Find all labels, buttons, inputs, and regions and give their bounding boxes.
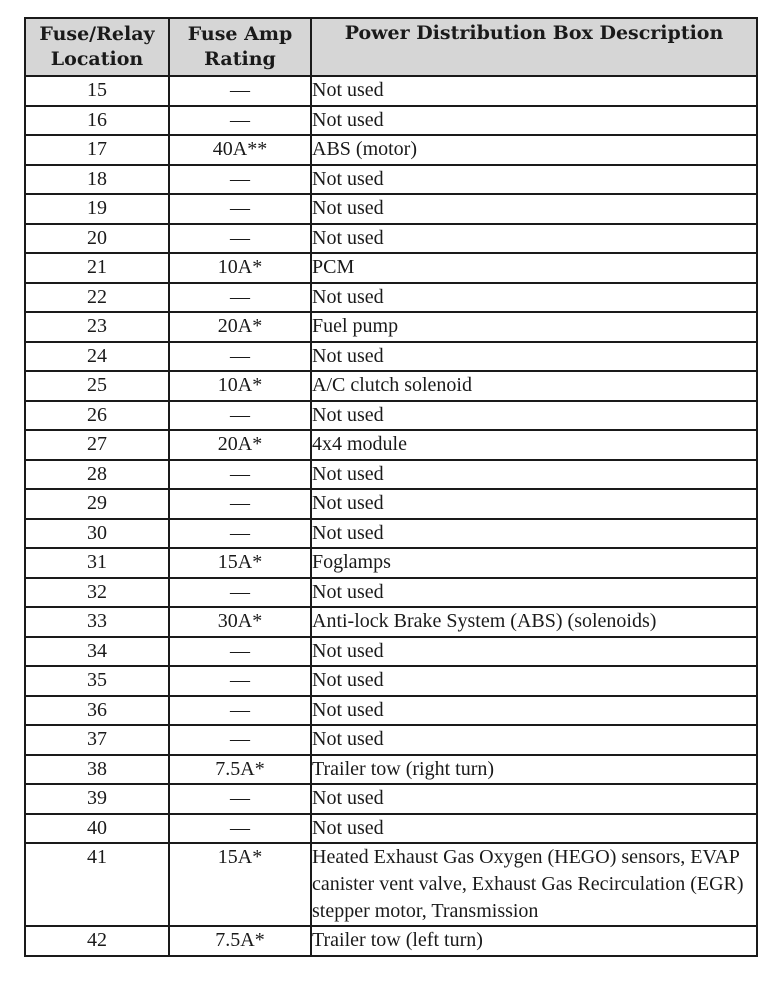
table-row xyxy=(25,725,757,755)
description-cell: 4x4 module xyxy=(311,430,757,460)
table-row xyxy=(25,165,757,195)
table-row xyxy=(25,489,757,519)
header-row xyxy=(25,18,757,76)
description-cell: Not used xyxy=(311,106,757,136)
description-cell: PCM xyxy=(311,253,757,283)
table-row xyxy=(25,607,757,637)
amp-rating-cell: — xyxy=(169,519,311,549)
fuse-location-cell: 27 xyxy=(25,430,169,460)
table-row xyxy=(25,578,757,608)
amp-rating-cell: — xyxy=(169,165,311,195)
amp-rating-cell: 20A* xyxy=(169,430,311,460)
amp-rating-cell: 15A* xyxy=(169,548,311,578)
description-cell: Fuel pump xyxy=(311,312,757,342)
amp-rating-cell: 40A** xyxy=(169,135,311,165)
amp-rating-cell: 20A* xyxy=(169,312,311,342)
description-cell: Not used xyxy=(311,194,757,224)
fuse-location-cell: 16 xyxy=(25,106,169,136)
description-cell: Not used xyxy=(311,725,757,755)
fuse-location-cell: 35 xyxy=(25,666,169,696)
table-row xyxy=(25,548,757,578)
table-row xyxy=(25,430,757,460)
amp-rating-cell: — xyxy=(169,283,311,313)
amp-rating-cell: — xyxy=(169,194,311,224)
table-row xyxy=(25,755,757,785)
amp-rating-cell: 10A* xyxy=(169,371,311,401)
description-cell: A/C clutch solenoid xyxy=(311,371,757,401)
description-cell: Not used xyxy=(311,814,757,844)
table-row xyxy=(25,637,757,667)
table-row xyxy=(25,76,757,106)
table-row xyxy=(25,253,757,283)
table-row xyxy=(25,224,757,254)
table-row xyxy=(25,283,757,313)
fuse-location-cell: 20 xyxy=(25,224,169,254)
description-cell: Not used xyxy=(311,283,757,313)
description-cell: Trailer tow (right turn) xyxy=(311,755,757,785)
fuse-location-cell: 38 xyxy=(25,755,169,785)
table-row xyxy=(25,926,757,956)
amp-rating-cell: — xyxy=(169,106,311,136)
fuse-location-cell: 41 xyxy=(25,843,169,926)
fuse-location-cell: 24 xyxy=(25,342,169,372)
amp-rating-cell: 15A* xyxy=(169,843,311,926)
description-cell: Not used xyxy=(311,224,757,254)
fuse-location-cell: 31 xyxy=(25,548,169,578)
header-amp-line-1: Fuse Amp xyxy=(187,23,293,45)
table-row xyxy=(25,135,757,165)
fuse-location-cell: 42 xyxy=(25,926,169,956)
fuse-location-cell: 34 xyxy=(25,637,169,667)
fuse-location-cell: 33 xyxy=(25,607,169,637)
fuse-location-cell: 23 xyxy=(25,312,169,342)
amp-rating-cell: — xyxy=(169,578,311,608)
description-cell: Not used xyxy=(311,696,757,726)
amp-rating-cell: — xyxy=(169,814,311,844)
description-cell: Not used xyxy=(311,578,757,608)
description-cell: Not used xyxy=(311,76,757,106)
amp-rating-cell: 10A* xyxy=(169,253,311,283)
fuse-location-cell: 29 xyxy=(25,489,169,519)
fuse-location-cell: 19 xyxy=(25,194,169,224)
fuse-location-cell: 17 xyxy=(25,135,169,165)
description-cell: Not used xyxy=(311,489,757,519)
description-cell: Not used xyxy=(311,401,757,431)
fuse-location-cell: 37 xyxy=(25,725,169,755)
description-cell: ABS (motor) xyxy=(311,135,757,165)
table-row xyxy=(25,666,757,696)
fuse-location-cell: 36 xyxy=(25,696,169,726)
amp-rating-cell: — xyxy=(169,489,311,519)
amp-rating-cell: — xyxy=(169,666,311,696)
amp-rating-cell: — xyxy=(169,637,311,667)
description-cell: Foglamps xyxy=(311,548,757,578)
amp-rating-cell: — xyxy=(169,224,311,254)
description-cell: Trailer tow (left turn) xyxy=(311,926,757,956)
amp-rating-cell: — xyxy=(169,76,311,106)
table-body xyxy=(25,76,757,956)
header-description: Power Distribution Box Description xyxy=(311,18,757,76)
fuse-location-cell: 15 xyxy=(25,76,169,106)
amp-rating-cell: 30A* xyxy=(169,607,311,637)
fuse-location-cell: 32 xyxy=(25,578,169,608)
table-row xyxy=(25,194,757,224)
fuse-location-cell: 30 xyxy=(25,519,169,549)
description-cell: Heated Exhaust Gas Oxygen (HEGO) sensors, EVAP canister vent valve, Exhaust Gas Recirculation (EGR) stepper motor, Transmission xyxy=(311,843,757,926)
table-row xyxy=(25,342,757,372)
description-cell: Not used xyxy=(311,165,757,195)
description-cell: Not used xyxy=(311,784,757,814)
table-row xyxy=(25,371,757,401)
header-location-line-1: Fuse/Relay xyxy=(39,23,155,45)
description-cell: Not used xyxy=(311,666,757,696)
table-row xyxy=(25,843,757,926)
fuse-location-cell: 21 xyxy=(25,253,169,283)
fuse-location-cell: 28 xyxy=(25,460,169,490)
amp-rating-cell: — xyxy=(169,342,311,372)
header-location xyxy=(25,18,169,76)
table-row xyxy=(25,401,757,431)
table-row xyxy=(25,519,757,549)
amp-rating-cell: 7.5A* xyxy=(169,926,311,956)
amp-rating-cell: — xyxy=(169,784,311,814)
description-cell: Not used xyxy=(311,342,757,372)
table-row xyxy=(25,460,757,490)
amp-rating-cell: — xyxy=(169,460,311,490)
table-row xyxy=(25,312,757,342)
fuse-location-cell: 25 xyxy=(25,371,169,401)
header-location-line-2: Location xyxy=(50,48,144,70)
fuse-location-cell: 40 xyxy=(25,814,169,844)
amp-rating-cell: 7.5A* xyxy=(169,755,311,785)
description-cell: Not used xyxy=(311,637,757,667)
header-amp-line-2: Rating xyxy=(204,48,276,70)
fuse-table xyxy=(24,17,758,957)
description-cell: Not used xyxy=(311,460,757,490)
fuse-location-cell: 22 xyxy=(25,283,169,313)
amp-rating-cell: — xyxy=(169,401,311,431)
table-row xyxy=(25,814,757,844)
description-cell: Anti-lock Brake System (ABS) (solenoids) xyxy=(311,607,757,637)
amp-rating-cell: — xyxy=(169,725,311,755)
fuse-location-cell: 26 xyxy=(25,401,169,431)
fuse-location-cell: 18 xyxy=(25,165,169,195)
amp-rating-cell: — xyxy=(169,696,311,726)
table-row xyxy=(25,106,757,136)
description-cell: Not used xyxy=(311,519,757,549)
header-amp-rating xyxy=(169,18,311,76)
fuse-location-cell: 39 xyxy=(25,784,169,814)
table-row xyxy=(25,696,757,726)
table-header xyxy=(25,18,757,76)
table-row xyxy=(25,784,757,814)
